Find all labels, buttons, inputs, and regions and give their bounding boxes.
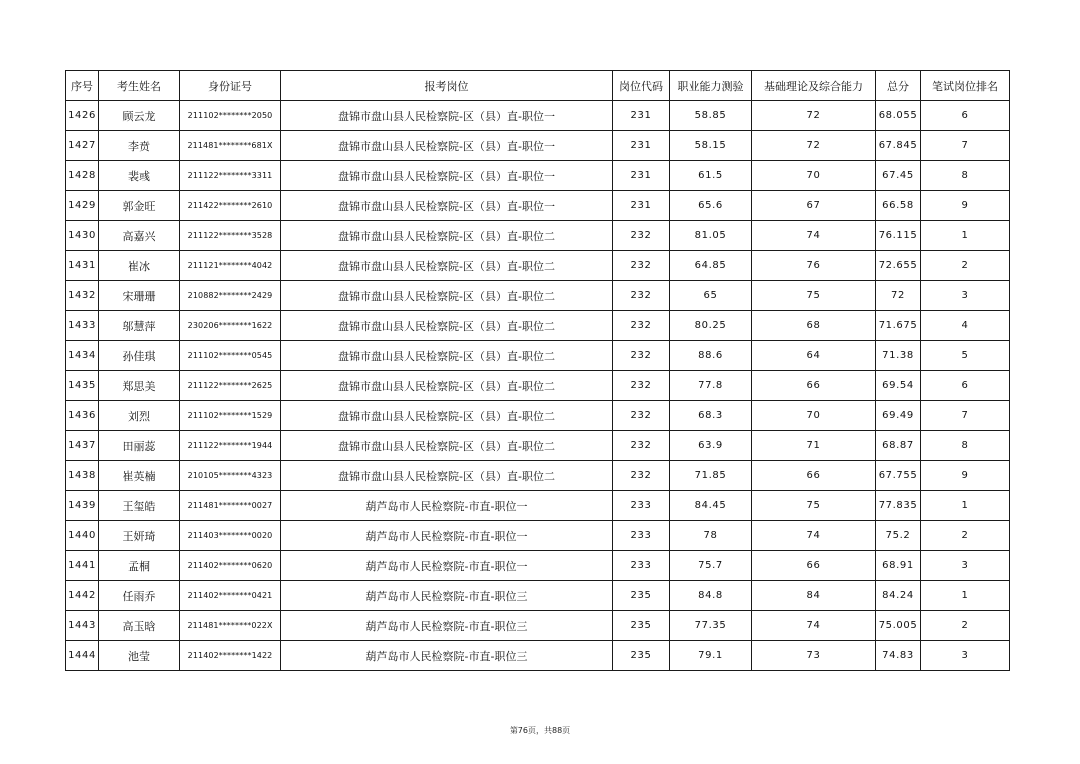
- header-position: 报考岗位: [281, 71, 613, 101]
- position-cell: 盘锦市盘山县人民检察院-区（县）直-职位二: [281, 431, 613, 461]
- seq-cell: 1440: [66, 521, 99, 551]
- name-cell: 邬慧萍: [99, 311, 180, 341]
- aptitude-score-cell: 65.6: [670, 191, 752, 221]
- total-score-cell: 77.835: [876, 491, 921, 521]
- position-cell: 葫芦岛市人民检察院-市直-职位一: [281, 491, 613, 521]
- aptitude-score-cell: 65: [670, 281, 752, 311]
- table-row: [66, 641, 1010, 671]
- aptitude-score-cell: 79.1: [670, 641, 752, 671]
- total-score-cell: 75.005: [876, 611, 921, 641]
- rank-cell: 5: [921, 341, 1010, 371]
- table-row: [66, 551, 1010, 581]
- rank-cell: 3: [921, 551, 1010, 581]
- seq-cell: 1439: [66, 491, 99, 521]
- table-body: [66, 101, 1010, 671]
- total-score-cell: 68.055: [876, 101, 921, 131]
- table-row: [66, 461, 1010, 491]
- position-cell: 盘锦市盘山县人民检察院-区（县）直-职位一: [281, 131, 613, 161]
- total-score-cell: 74.83: [876, 641, 921, 671]
- seq-cell: 1428: [66, 161, 99, 191]
- rank-cell: 6: [921, 101, 1010, 131]
- id-number-cell: 210105********4323: [180, 461, 281, 491]
- total-score-cell: 69.54: [876, 371, 921, 401]
- position-code-cell: 232: [613, 401, 670, 431]
- table-row: [66, 311, 1010, 341]
- aptitude-score-cell: 75.7: [670, 551, 752, 581]
- name-cell: 高嘉兴: [99, 221, 180, 251]
- seq-cell: 1441: [66, 551, 99, 581]
- theory-score-cell: 64: [752, 341, 876, 371]
- position-cell: 盘锦市盘山县人民检察院-区（县）直-职位二: [281, 461, 613, 491]
- aptitude-score-cell: 88.6: [670, 341, 752, 371]
- position-code-cell: 232: [613, 461, 670, 491]
- rank-cell: 1: [921, 491, 1010, 521]
- table-row: [66, 281, 1010, 311]
- total-score-cell: 68.91: [876, 551, 921, 581]
- rank-cell: 4: [921, 311, 1010, 341]
- position-code-cell: 233: [613, 491, 670, 521]
- position-cell: 盘锦市盘山县人民检察院-区（县）直-职位二: [281, 341, 613, 371]
- theory-score-cell: 67: [752, 191, 876, 221]
- table-row: [66, 521, 1010, 551]
- position-code-cell: 232: [613, 371, 670, 401]
- position-code-cell: 235: [613, 581, 670, 611]
- aptitude-score-cell: 78: [670, 521, 752, 551]
- id-number-cell: 211102********2050: [180, 101, 281, 131]
- total-score-cell: 67.845: [876, 131, 921, 161]
- total-score-cell: 68.87: [876, 431, 921, 461]
- aptitude-score-cell: 77.8: [670, 371, 752, 401]
- aptitude-score-cell: 81.05: [670, 221, 752, 251]
- rank-cell: 1: [921, 581, 1010, 611]
- total-score-cell: 67.755: [876, 461, 921, 491]
- total-score-cell: 66.58: [876, 191, 921, 221]
- theory-score-cell: 74: [752, 221, 876, 251]
- total-score-cell: 71.675: [876, 311, 921, 341]
- position-cell: 葫芦岛市人民检察院-市直-职位三: [281, 641, 613, 671]
- theory-score-cell: 66: [752, 461, 876, 491]
- page-number: 第76页，共88页: [509, 726, 571, 735]
- name-cell: 崔冰: [99, 251, 180, 281]
- rank-cell: 2: [921, 611, 1010, 641]
- rank-cell: 3: [921, 281, 1010, 311]
- theory-score-cell: 70: [752, 401, 876, 431]
- table-row: [66, 191, 1010, 221]
- header-name: 考生姓名: [99, 71, 180, 101]
- position-cell: 盘锦市盘山县人民检察院-区（县）直-职位二: [281, 281, 613, 311]
- id-number-cell: 211481********0027: [180, 491, 281, 521]
- id-number-cell: 211121********4042: [180, 251, 281, 281]
- position-code-cell: 231: [613, 101, 670, 131]
- aptitude-score-cell: 71.85: [670, 461, 752, 491]
- aptitude-score-cell: 77.35: [670, 611, 752, 641]
- seq-cell: 1426: [66, 101, 99, 131]
- name-cell: 郭金旺: [99, 191, 180, 221]
- theory-score-cell: 75: [752, 281, 876, 311]
- name-cell: 李贲: [99, 131, 180, 161]
- id-number-cell: 211122********2625: [180, 371, 281, 401]
- header-rank: 笔试岗位排名: [921, 71, 1010, 101]
- table-row: [66, 101, 1010, 131]
- id-number-cell: 211122********1944: [180, 431, 281, 461]
- name-cell: 孟桐: [99, 551, 180, 581]
- total-score-cell: 71.38: [876, 341, 921, 371]
- seq-cell: 1434: [66, 341, 99, 371]
- theory-score-cell: 70: [752, 161, 876, 191]
- header-id-number: 身份证号: [180, 71, 281, 101]
- table-row: [66, 161, 1010, 191]
- position-cell: 盘锦市盘山县人民检察院-区（县）直-职位一: [281, 161, 613, 191]
- seq-cell: 1427: [66, 131, 99, 161]
- aptitude-score-cell: 64.85: [670, 251, 752, 281]
- total-score-cell: 75.2: [876, 521, 921, 551]
- score-table: [65, 70, 1010, 671]
- position-code-cell: 232: [613, 251, 670, 281]
- name-cell: 崔英楠: [99, 461, 180, 491]
- position-cell: 葫芦岛市人民检察院-市直-职位三: [281, 611, 613, 641]
- id-number-cell: 211122********3528: [180, 221, 281, 251]
- header-basic-theory: 基础理论及综合能力: [752, 71, 876, 101]
- table-row: [66, 401, 1010, 431]
- position-cell: 盘锦市盘山县人民检察院-区（县）直-职位二: [281, 401, 613, 431]
- name-cell: 田丽蕊: [99, 431, 180, 461]
- seq-cell: 1438: [66, 461, 99, 491]
- position-code-cell: 231: [613, 161, 670, 191]
- aptitude-score-cell: 58.85: [670, 101, 752, 131]
- rank-cell: 6: [921, 371, 1010, 401]
- total-score-cell: 76.115: [876, 221, 921, 251]
- aptitude-score-cell: 80.25: [670, 311, 752, 341]
- theory-score-cell: 66: [752, 551, 876, 581]
- name-cell: 裴彧: [99, 161, 180, 191]
- position-cell: 盘锦市盘山县人民检察院-区（县）直-职位二: [281, 371, 613, 401]
- aptitude-score-cell: 58.15: [670, 131, 752, 161]
- total-score-cell: 84.24: [876, 581, 921, 611]
- header-seq: 序号: [66, 71, 99, 101]
- theory-score-cell: 76: [752, 251, 876, 281]
- name-cell: 池莹: [99, 641, 180, 671]
- position-cell: 盘锦市盘山县人民检察院-区（县）直-职位一: [281, 101, 613, 131]
- position-code-cell: 232: [613, 311, 670, 341]
- position-code-cell: 233: [613, 551, 670, 581]
- position-cell: 盘锦市盘山县人民检察院-区（县）直-职位二: [281, 311, 613, 341]
- table-row: [66, 251, 1010, 281]
- seq-cell: 1443: [66, 611, 99, 641]
- position-cell: 葫芦岛市人民检察院-市直-职位三: [281, 581, 613, 611]
- seq-cell: 1430: [66, 221, 99, 251]
- name-cell: 刘烈: [99, 401, 180, 431]
- table-row: [66, 341, 1010, 371]
- table-row: [66, 221, 1010, 251]
- id-number-cell: 211122********3311: [180, 161, 281, 191]
- id-number-cell: 211481********022X: [180, 611, 281, 641]
- seq-cell: 1436: [66, 401, 99, 431]
- rank-cell: 9: [921, 191, 1010, 221]
- rank-cell: 2: [921, 251, 1010, 281]
- header-aptitude-test: 职业能力测验: [670, 71, 752, 101]
- rank-cell: 7: [921, 131, 1010, 161]
- theory-score-cell: 74: [752, 611, 876, 641]
- position-code-cell: 232: [613, 431, 670, 461]
- aptitude-score-cell: 84.45: [670, 491, 752, 521]
- header-position-code: 岗位代码: [613, 71, 670, 101]
- position-code-cell: 231: [613, 191, 670, 221]
- table-row: [66, 131, 1010, 161]
- seq-cell: 1433: [66, 311, 99, 341]
- total-score-cell: 67.45: [876, 161, 921, 191]
- seq-cell: 1429: [66, 191, 99, 221]
- name-cell: 孙佳琪: [99, 341, 180, 371]
- rank-cell: 3: [921, 641, 1010, 671]
- total-score-cell: 69.49: [876, 401, 921, 431]
- seq-cell: 1444: [66, 641, 99, 671]
- rank-cell: 8: [921, 161, 1010, 191]
- theory-score-cell: 84: [752, 581, 876, 611]
- theory-score-cell: 72: [752, 101, 876, 131]
- id-number-cell: 211422********2610: [180, 191, 281, 221]
- aptitude-score-cell: 84.8: [670, 581, 752, 611]
- header-total-score: 总分: [876, 71, 921, 101]
- rank-cell: 1: [921, 221, 1010, 251]
- rank-cell: 8: [921, 431, 1010, 461]
- id-number-cell: 211481********681X: [180, 131, 281, 161]
- rank-cell: 7: [921, 401, 1010, 431]
- theory-score-cell: 74: [752, 521, 876, 551]
- table-row: [66, 581, 1010, 611]
- total-score-cell: 72: [876, 281, 921, 311]
- position-cell: 盘锦市盘山县人民检察院-区（县）直-职位二: [281, 221, 613, 251]
- table-header-row: [66, 71, 1010, 101]
- position-code-cell: 232: [613, 281, 670, 311]
- position-code-cell: 235: [613, 641, 670, 671]
- table-row: [66, 491, 1010, 521]
- id-number-cell: 211402********0421: [180, 581, 281, 611]
- rank-cell: 9: [921, 461, 1010, 491]
- seq-cell: 1431: [66, 251, 99, 281]
- theory-score-cell: 66: [752, 371, 876, 401]
- seq-cell: 1432: [66, 281, 99, 311]
- position-code-cell: 232: [613, 221, 670, 251]
- table-row: [66, 371, 1010, 401]
- seq-cell: 1437: [66, 431, 99, 461]
- id-number-cell: 211102********1529: [180, 401, 281, 431]
- id-number-cell: 211403********0020: [180, 521, 281, 551]
- aptitude-score-cell: 68.3: [670, 401, 752, 431]
- name-cell: 郑思美: [99, 371, 180, 401]
- table-row: [66, 611, 1010, 641]
- aptitude-score-cell: 63.9: [670, 431, 752, 461]
- theory-score-cell: 72: [752, 131, 876, 161]
- position-cell: 葫芦岛市人民检察院-市直-职位一: [281, 551, 613, 581]
- theory-score-cell: 71: [752, 431, 876, 461]
- name-cell: 高玉晗: [99, 611, 180, 641]
- name-cell: 任雨乔: [99, 581, 180, 611]
- position-code-cell: 231: [613, 131, 670, 161]
- id-number-cell: 211402********1422: [180, 641, 281, 671]
- name-cell: 王玺皓: [99, 491, 180, 521]
- seq-cell: 1435: [66, 371, 99, 401]
- position-code-cell: 235: [613, 611, 670, 641]
- theory-score-cell: 73: [752, 641, 876, 671]
- id-number-cell: 230206********1622: [180, 311, 281, 341]
- theory-score-cell: 75: [752, 491, 876, 521]
- position-code-cell: 232: [613, 341, 670, 371]
- position-cell: 葫芦岛市人民检察院-市直-职位一: [281, 521, 613, 551]
- name-cell: 王妍琦: [99, 521, 180, 551]
- position-cell: 盘锦市盘山县人民检察院-区（县）直-职位二: [281, 251, 613, 281]
- rank-cell: 2: [921, 521, 1010, 551]
- position-code-cell: 233: [613, 521, 670, 551]
- position-cell: 盘锦市盘山县人民检察院-区（县）直-职位一: [281, 191, 613, 221]
- total-score-cell: 72.655: [876, 251, 921, 281]
- theory-score-cell: 68: [752, 311, 876, 341]
- name-cell: 宋珊珊: [99, 281, 180, 311]
- id-number-cell: 211102********0545: [180, 341, 281, 371]
- table-row: [66, 431, 1010, 461]
- aptitude-score-cell: 61.5: [670, 161, 752, 191]
- name-cell: 顾云龙: [99, 101, 180, 131]
- id-number-cell: 211402********0620: [180, 551, 281, 581]
- id-number-cell: 210882********2429: [180, 281, 281, 311]
- seq-cell: 1442: [66, 581, 99, 611]
